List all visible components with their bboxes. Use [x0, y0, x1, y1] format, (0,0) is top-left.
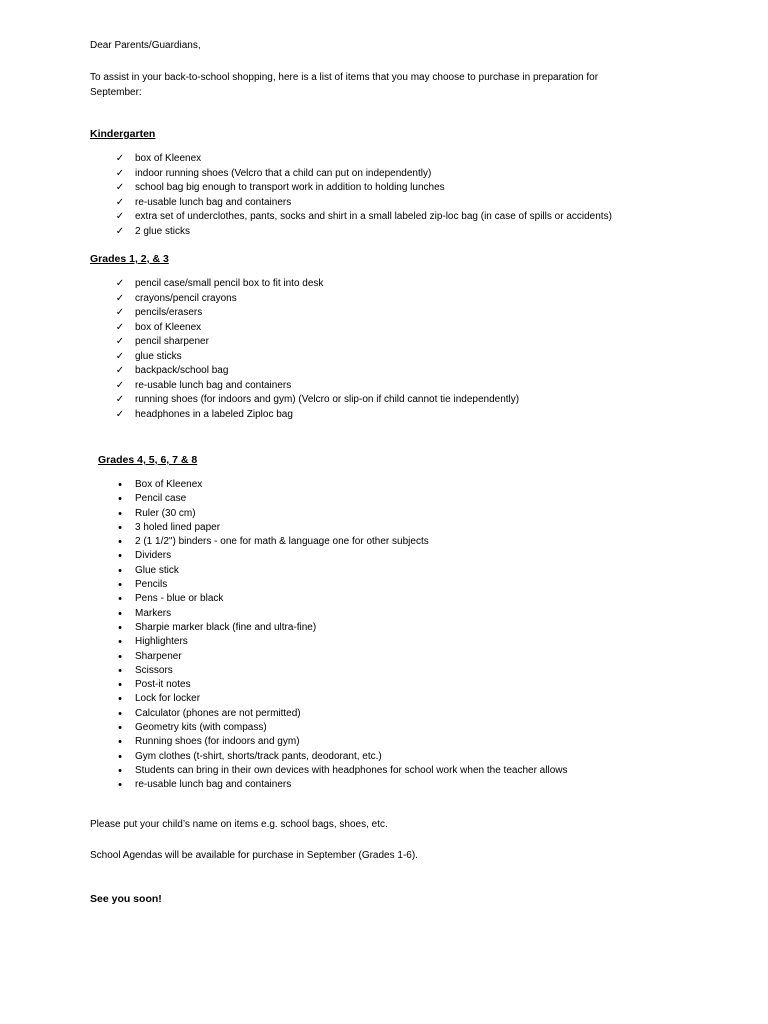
- list-item-text: backpack/school bag: [135, 365, 229, 376]
- check-icon: ✓: [115, 379, 125, 391]
- list-item-text: 2 glue sticks: [135, 225, 191, 237]
- list-item-text: pencil case/small pencil box to fit into desk: [135, 278, 324, 289]
- list-item-text: re-usable lunch bag and containers: [135, 379, 292, 391]
- bullet-icon: •: [118, 664, 122, 677]
- list-item: [0, 578, 567, 592]
- list-item-text: box of Kleenex: [135, 321, 202, 333]
- bullet-icon: •: [118, 550, 122, 563]
- check-icon: ✓: [115, 408, 125, 420]
- list-item: [0, 492, 567, 506]
- list-item-text: Post-it notes: [135, 679, 191, 691]
- list-item-text: Gym clothes (t-shirt, shorts/track pants, deodorant, etc.): [135, 750, 382, 762]
- list-item-text: Geometry kits (with compass): [135, 722, 267, 734]
- bullet-icon: •: [118, 621, 122, 634]
- check-icon: ✓: [115, 196, 125, 208]
- list-item-text: Scissors: [135, 664, 173, 676]
- list-item-text: Glue stick: [135, 564, 179, 576]
- list-item-text: glue sticks: [135, 350, 182, 362]
- list-item-text: Dividers: [135, 550, 172, 562]
- list-item: [0, 549, 567, 563]
- list-item-text: Sharpie marker black (fine and ultra-fine): [135, 621, 317, 633]
- list-item-text: 2 (1 1/2") binders - one for math & language one for other subjects: [135, 536, 429, 548]
- list-item: [0, 152, 612, 167]
- list-item: [0, 507, 567, 521]
- bullet-icon: •: [118, 722, 122, 735]
- list-item: [0, 277, 519, 292]
- check-icon: ✓: [115, 365, 125, 376]
- list-item: [0, 393, 519, 408]
- check-icon: ✓: [115, 321, 125, 333]
- list-item: [0, 564, 567, 578]
- list-item-text: Lock for locker: [135, 693, 201, 705]
- list-item: [0, 210, 612, 225]
- bullet-icon: •: [118, 564, 122, 577]
- list-item-text: re-usable lunch bag and containers: [135, 196, 292, 208]
- check-icon: ✓: [115, 225, 125, 237]
- bullet-icon: •: [118, 750, 122, 763]
- check-icon: ✓: [115, 211, 125, 222]
- list-item: [0, 478, 567, 492]
- list-item: [0, 621, 567, 635]
- list-item: [0, 535, 567, 549]
- list-item-text: re-usable lunch bag and containers: [135, 779, 292, 791]
- list-item: [0, 707, 567, 721]
- list-item-text: pencil sharpener: [135, 336, 209, 347]
- list-item: [0, 678, 567, 692]
- list-item: [0, 167, 612, 182]
- bullet-icon: •: [118, 493, 122, 506]
- list-item: [0, 292, 519, 307]
- list-item-text: indoor running shoes (Velcro that a child can put on independently): [135, 167, 432, 179]
- closing-line: See you soon!: [90, 893, 162, 905]
- list-item: [0, 521, 567, 535]
- bullet-icon: •: [118, 636, 122, 649]
- list-item-text: running shoes (for indoors and gym) (Velcro or slip-on if child cannot tie independently): [135, 394, 520, 405]
- bullet-icon: •: [118, 764, 122, 777]
- list-item: [0, 364, 519, 379]
- bullet-icon: •: [118, 607, 122, 620]
- check-icon: ✓: [115, 278, 125, 289]
- list-item-text: Calculator (phones are not permitted): [135, 707, 301, 719]
- bullet-icon: •: [118, 693, 122, 706]
- list-item: [0, 750, 567, 764]
- list-item-text: pencils/erasers: [135, 307, 203, 318]
- list-item: [0, 650, 567, 664]
- list-item: [0, 181, 612, 196]
- check-icon: ✓: [115, 292, 125, 304]
- check-icon: ✓: [115, 167, 125, 179]
- bullet-icon: •: [118, 507, 122, 520]
- list-item-text: extra set of underclothes, pants, socks and shirt in a small labeled zip-loc bag (in case of spills or accidents): [135, 211, 612, 222]
- list-item-text: Running shoes (for indoors and gym): [135, 736, 300, 748]
- bullet-icon: •: [118, 536, 122, 549]
- check-icon: ✓: [115, 153, 125, 164]
- list-item-text: Sharpener: [135, 650, 182, 662]
- list-item: [0, 592, 567, 606]
- kindergarten-list: [0, 152, 612, 239]
- list-item-text: 3 holed lined paper: [135, 521, 221, 533]
- check-icon: ✓: [115, 182, 125, 193]
- bullet-icon: •: [118, 679, 122, 692]
- check-icon: ✓: [115, 307, 125, 318]
- grades-4-8-list: [0, 478, 567, 793]
- bullet-icon: •: [118, 579, 122, 592]
- list-item: [0, 778, 567, 792]
- list-item: [0, 635, 567, 649]
- check-icon: ✓: [115, 394, 125, 405]
- bullet-icon: •: [118, 707, 122, 720]
- list-item: [0, 350, 519, 365]
- names-note: Please put your child’s name on items e.g. school bags, shoes, etc.: [90, 819, 388, 830]
- list-item: [0, 321, 519, 336]
- list-item-text: Pencil case: [135, 493, 187, 505]
- bullet-icon: •: [118, 650, 122, 663]
- list-item: [0, 735, 567, 749]
- grades-1-3-list: [0, 277, 519, 422]
- list-item-text: school bag big enough to transport work in addition to holding lunches: [135, 182, 445, 193]
- bullet-icon: •: [118, 593, 122, 606]
- bullet-icon: •: [118, 736, 122, 749]
- check-icon: ✓: [115, 336, 125, 347]
- bullet-icon: •: [118, 779, 122, 792]
- grades-1-3-heading: Grades 1, 2, & 3: [90, 253, 169, 265]
- list-item: [0, 692, 567, 706]
- list-item-text: Ruler (30 cm): [135, 507, 196, 519]
- list-item: [0, 408, 519, 423]
- list-item-text: Box of Kleenex: [135, 479, 203, 490]
- list-item-text: crayons/pencil crayons: [135, 292, 237, 304]
- salutation: Dear Parents/Guardians,: [90, 40, 201, 51]
- grades-4-8-heading: Grades 4, 5, 6, 7 & 8: [98, 454, 198, 466]
- list-item: [0, 664, 567, 678]
- intro-paragraph: To assist in your back-to-school shopping, here is a list of items that you may choose to purchase in preparation for September:: [90, 72, 599, 98]
- bullet-icon: •: [118, 521, 122, 534]
- check-icon: ✓: [115, 350, 125, 362]
- list-item: [0, 335, 519, 350]
- list-item: [0, 607, 567, 621]
- list-item: [0, 306, 519, 321]
- list-item-text: headphones in a labeled Ziploc bag: [135, 408, 293, 420]
- kindergarten-heading: Kindergarten: [90, 128, 156, 140]
- list-item: [0, 379, 519, 394]
- list-item: [0, 764, 567, 778]
- list-item-text: Pens - blue or black: [135, 593, 224, 605]
- list-item-text: box of Kleenex: [135, 153, 202, 164]
- list-item: [0, 196, 612, 211]
- agendas-note: School Agendas will be available for purchase in September (Grades 1-6).: [90, 850, 418, 861]
- list-item: [0, 721, 567, 735]
- list-item-text: Markers: [135, 607, 172, 619]
- list-item-text: Highlighters: [135, 636, 188, 648]
- list-item-text: Pencils: [135, 579, 168, 591]
- list-item-text: Students can bring in their own devices with headphones for school work when the teacher allows: [135, 764, 568, 776]
- list-item: [0, 225, 612, 240]
- bullet-icon: •: [118, 479, 122, 491]
